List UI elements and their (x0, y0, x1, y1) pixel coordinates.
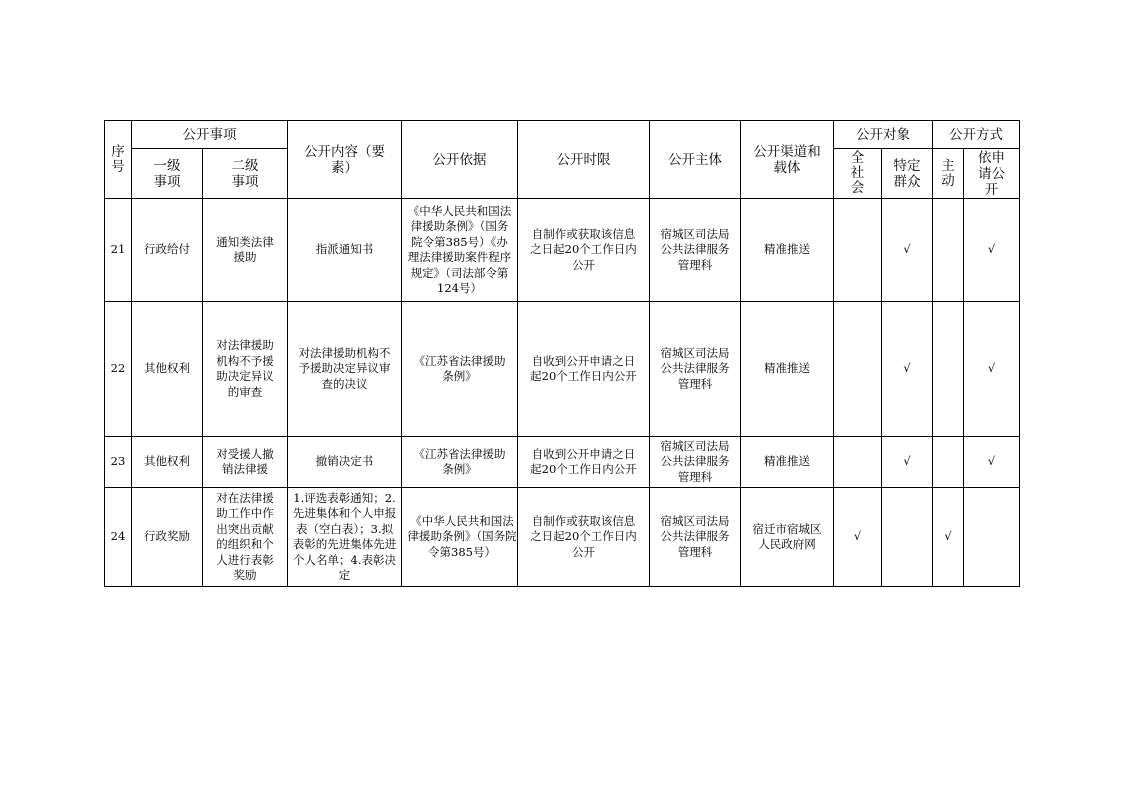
row-basis: 《中华人民共和国法律援助条例》（国务院令第385号）《办理法律援助案件程序规定》（司法部令第124号） (402, 199, 518, 302)
header-level1: 一级事项 (132, 149, 203, 199)
row-subject: 宿城区司法局公共法律服务管理科 (650, 199, 741, 302)
row-audience-specific: √ (882, 199, 933, 302)
row-method-request: √ (964, 199, 1020, 302)
row-subject: 宿城区司法局公共法律服务管理科 (650, 302, 741, 437)
row-level2: 对法律援助机构不予援助决定异议的审查 (203, 302, 288, 437)
row-method-active (933, 199, 964, 302)
row-channel: 宿迁市宿城区人民政府网 (741, 488, 834, 587)
row-level1: 其他权利 (132, 437, 203, 488)
table-row (105, 302, 1020, 437)
row-time-limit: 自制作或获取该信息之日起20个工作日内公开 (518, 488, 650, 587)
row-audience-specific: √ (882, 437, 933, 488)
row-method-active (933, 302, 964, 437)
table-row (105, 488, 1020, 587)
row-method-active (933, 437, 964, 488)
row-time-limit: 自制作或获取该信息之日起20个工作日内公开 (518, 199, 650, 302)
row-audience-all (834, 437, 882, 488)
header-seq: 序号 (105, 121, 132, 199)
row-channel: 精准推送 (741, 302, 834, 437)
header-content: 公开内容（要素） (288, 121, 402, 199)
row-level2: 对受援人撤销法律援 (203, 437, 288, 488)
row-audience-specific (882, 488, 933, 587)
row-level1: 行政给付 (132, 199, 203, 302)
row-level2: 对在法律援助工作中作出突出贡献的组织和个人进行表彰奖励 (203, 488, 288, 587)
row-level1: 行政奖励 (132, 488, 203, 587)
header-method-active: 主动 (933, 149, 964, 199)
header-audience: 公开对象 (834, 121, 933, 149)
row-audience-all: √ (834, 488, 882, 587)
row-method-request (964, 488, 1020, 587)
row-audience-all (834, 302, 882, 437)
row-seq: 22 (105, 302, 132, 437)
row-seq: 24 (105, 488, 132, 587)
header-method-request: 依申请公开 (964, 149, 1020, 199)
row-method-active: √ (933, 488, 964, 587)
row-seq: 23 (105, 437, 132, 488)
row-content: 指派通知书 (288, 199, 402, 302)
table-row (105, 199, 1020, 302)
row-basis: 《江苏省法律援助条例》 (402, 302, 518, 437)
header-audience-specific: 特定群众 (882, 149, 933, 199)
row-basis: 《江苏省法律援助条例》 (402, 437, 518, 488)
row-audience-all (834, 199, 882, 302)
row-basis: 《中华人民共和国法律援助条例》（国务院令第385号） (402, 488, 518, 587)
header-method: 公开方式 (933, 121, 1020, 149)
row-method-request: √ (964, 302, 1020, 437)
row-subject: 宿城区司法局公共法律服务管理科 (650, 488, 741, 587)
header-channel: 公开渠道和载体 (741, 121, 834, 199)
row-content: 1.评选表彰通知；2.先进集体和个人申报表（空白表）；3.拟表彰的先进集体先进个人名单；4.表彰决定 (288, 488, 402, 587)
header-matters: 公开事项 (132, 121, 288, 149)
header-basis: 公开依据 (402, 121, 518, 199)
header-audience-all: 全社会 (834, 149, 882, 199)
row-level2: 通知类法律援助 (203, 199, 288, 302)
row-content: 对法律援助机构不予援助决定异议审查的决议 (288, 302, 402, 437)
header-time-limit: 公开时限 (518, 121, 650, 199)
header-level2: 二级事项 (203, 149, 288, 199)
row-seq: 21 (105, 199, 132, 302)
row-time-limit: 自收到公开申请之日起20个工作日内公开 (518, 437, 650, 488)
table-row (105, 437, 1020, 488)
row-audience-specific: √ (882, 302, 933, 437)
table-header (105, 121, 1020, 199)
table-body (105, 199, 1020, 587)
header-subject: 公开主体 (650, 121, 741, 199)
row-channel: 精准推送 (741, 199, 834, 302)
row-channel: 精准推送 (741, 437, 834, 488)
row-time-limit: 自收到公开申请之日起20个工作日内公开 (518, 302, 650, 437)
disclosure-table (104, 120, 1020, 587)
row-level1: 其他权利 (132, 302, 203, 437)
row-method-request: √ (964, 437, 1020, 488)
row-content: 撤销决定书 (288, 437, 402, 488)
row-subject: 宿城区司法局公共法律服务管理科 (650, 437, 741, 488)
